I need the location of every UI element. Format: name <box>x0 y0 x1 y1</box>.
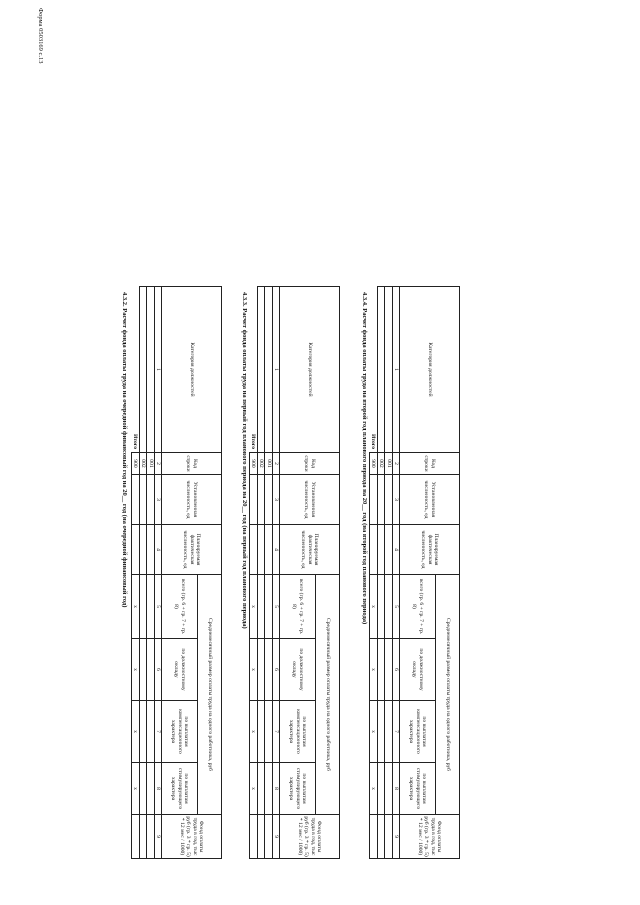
colnum: 4 <box>154 525 161 575</box>
header-stim: по выплатам стимулирующего характера <box>400 763 436 815</box>
row-code: 001 <box>385 453 392 475</box>
x-mark: x <box>249 575 257 639</box>
x-mark: x <box>131 575 139 639</box>
total-label: Итого <box>250 433 257 449</box>
header-fund: Фонд оплаты труда в год, тыс руб (гр. 3 * гр. 5) * 12 мес / 1000) <box>162 815 222 859</box>
header-category: Категория должностей <box>162 287 222 453</box>
cell[interactable] <box>385 475 392 525</box>
cell[interactable] <box>369 525 377 575</box>
cell[interactable] <box>139 575 146 639</box>
header-avg-group: Среднемесячный размер оплаты труда на одного работника, руб <box>316 575 340 815</box>
colnum: 9 <box>154 815 161 859</box>
colnum: 3 <box>154 475 161 525</box>
cell[interactable] <box>265 815 272 859</box>
cell[interactable] <box>265 701 272 763</box>
section-title-1: 4.3.2. Расчет фонда оплаты труда на очередной финансовый год на 20__ год (на очередной финансовый год) <box>121 292 128 608</box>
cell[interactable] <box>265 763 272 815</box>
cell[interactable] <box>257 475 264 525</box>
cell[interactable] <box>369 815 377 859</box>
cell[interactable] <box>131 815 139 859</box>
row-code: 900 <box>131 453 139 475</box>
cell[interactable] <box>147 525 154 575</box>
colnum: 8 <box>392 763 399 815</box>
cell[interactable] <box>249 815 257 859</box>
colnum: 9 <box>272 815 279 859</box>
cell[interactable] <box>147 575 154 639</box>
cell[interactable] <box>249 475 257 525</box>
cell[interactable] <box>369 475 377 525</box>
total-label: Итого <box>132 433 139 449</box>
colnum: 2 <box>392 453 399 475</box>
colnum: 4 <box>272 525 279 575</box>
colnum: 7 <box>392 701 399 763</box>
colnum: 9 <box>392 815 399 859</box>
cell[interactable] <box>139 763 146 815</box>
cell[interactable] <box>377 701 384 763</box>
cell[interactable] <box>377 525 384 575</box>
x-mark: x <box>131 639 139 701</box>
header-salary: по должностному окладу <box>162 639 198 701</box>
cell[interactable] <box>147 475 154 525</box>
cell[interactable] <box>139 475 146 525</box>
cell[interactable] <box>147 815 154 859</box>
header-actual: Планируемая фактическая численность, ед <box>400 525 460 575</box>
cell[interactable] <box>377 575 384 639</box>
section-title-2: 4.3.3. Расчет фонда оплаты труда на первый год планового периода на 20__ год (на первый год планового периода) <box>241 292 248 629</box>
x-mark: x <box>131 763 139 815</box>
header-established: Установленная численность, ед <box>280 475 340 525</box>
cell[interactable] <box>377 763 384 815</box>
header-actual: Планируемая фактическая численность, ед <box>162 525 222 575</box>
cell[interactable] <box>131 525 139 575</box>
header-total: всего (гр. 6 + гр. 7 + гр. 8) <box>280 575 316 639</box>
x-mark: x <box>369 701 377 763</box>
row-code: 002 <box>139 453 146 475</box>
colnum: 5 <box>392 575 399 639</box>
cell[interactable] <box>257 639 264 701</box>
colnum: 6 <box>272 639 279 701</box>
cell[interactable] <box>257 815 264 859</box>
cell[interactable] <box>257 525 264 575</box>
x-mark: x <box>249 763 257 815</box>
cell[interactable] <box>385 575 392 639</box>
cell[interactable] <box>385 287 392 453</box>
header-fund: Фонд оплаты труда в год, тыс руб (гр. 3 * гр. 5) * 12 мес / 1000) <box>400 815 460 859</box>
cell[interactable] <box>147 639 154 701</box>
row-code: 001 <box>265 453 272 475</box>
header-stim: по выплатам стимулирующего характера <box>280 763 316 815</box>
header-code: Код строки <box>400 453 460 475</box>
cell[interactable] <box>385 525 392 575</box>
header-comp: по выплатам компенсационного характера <box>400 701 436 763</box>
colnum: 7 <box>154 701 161 763</box>
cell[interactable] <box>139 701 146 763</box>
section-title-3: 4.3.4. Расчет фонда оплаты труда на второй год планового периода на 20__ год (на второй год планового периода) <box>361 292 368 625</box>
row-code: 900 <box>249 453 257 475</box>
header-category: Категория должностей <box>280 287 340 453</box>
colnum: 3 <box>272 475 279 525</box>
cell[interactable] <box>139 287 146 453</box>
cell[interactable] <box>147 287 154 453</box>
cell[interactable] <box>265 475 272 525</box>
row-code: 900 <box>369 453 377 475</box>
total-label: Итого <box>370 433 377 449</box>
colnum: 3 <box>392 475 399 525</box>
colnum: 8 <box>154 763 161 815</box>
payroll-table-3 <box>369 286 460 859</box>
cell[interactable] <box>377 639 384 701</box>
cell[interactable] <box>139 815 146 859</box>
form-code: Форма 0503169 с.13 <box>37 8 44 64</box>
cell[interactable] <box>257 763 264 815</box>
cell[interactable] <box>257 575 264 639</box>
row-code: 002 <box>257 453 264 475</box>
colnum: 5 <box>272 575 279 639</box>
payroll-table-1 <box>131 286 222 859</box>
x-mark: x <box>249 701 257 763</box>
cell[interactable] <box>249 525 257 575</box>
cell[interactable] <box>131 475 139 525</box>
row-code: 001 <box>147 453 154 475</box>
colnum: 7 <box>272 701 279 763</box>
header-avg-group: Среднемесячный размер оплаты труда на одного работника, руб <box>198 575 222 815</box>
cell[interactable] <box>377 475 384 525</box>
header-established: Установленная численность, ед <box>162 475 222 525</box>
header-actual: Планируемая фактическая численность, ед <box>280 525 340 575</box>
colnum: 8 <box>272 763 279 815</box>
payroll-table-2 <box>249 286 340 859</box>
row-code: 002 <box>377 453 384 475</box>
header-salary: по должностному окладу <box>280 639 316 701</box>
cell[interactable] <box>139 639 146 701</box>
colnum: 6 <box>392 639 399 701</box>
header-total: всего (гр. 6 + гр. 7 + гр. 8) <box>162 575 198 639</box>
cell[interactable] <box>139 525 146 575</box>
header-stim: по выплатам стимулирующего характера <box>162 763 198 815</box>
colnum: 2 <box>272 453 279 475</box>
x-mark: x <box>249 639 257 701</box>
x-mark: x <box>369 763 377 815</box>
header-total: всего (гр. 6 + гр. 7 + гр. 8) <box>400 575 436 639</box>
cell[interactable] <box>147 763 154 815</box>
header-avg-group: Среднемесячный размер оплаты труда на одного работника, руб <box>436 575 460 815</box>
x-mark: x <box>369 575 377 639</box>
cell[interactable] <box>147 701 154 763</box>
cell[interactable] <box>385 763 392 815</box>
cell[interactable] <box>377 815 384 859</box>
cell[interactable] <box>265 639 272 701</box>
colnum: 1 <box>154 287 161 453</box>
header-comp: по выплатам компенсационного характера <box>162 701 198 763</box>
cell[interactable] <box>377 287 384 453</box>
cell[interactable] <box>385 639 392 701</box>
colnum: 2 <box>154 453 161 475</box>
cell[interactable] <box>385 815 392 859</box>
cell[interactable] <box>257 287 264 453</box>
cell[interactable] <box>265 525 272 575</box>
colnum: 6 <box>154 639 161 701</box>
header-fund: Фонд оплаты труда в год, тыс руб (гр. 3 * гр. 5) * 12 мес / 1000) <box>280 815 340 859</box>
colnum: 1 <box>272 287 279 453</box>
colnum: 4 <box>392 525 399 575</box>
x-mark: x <box>131 701 139 763</box>
cell[interactable] <box>385 701 392 763</box>
x-mark: x <box>369 639 377 701</box>
header-code: Код строки <box>280 453 340 475</box>
cell[interactable] <box>265 575 272 639</box>
colnum: 1 <box>392 287 399 453</box>
header-comp: по выплатам компенсационного характера <box>280 701 316 763</box>
header-code: Код строки <box>162 453 222 475</box>
colnum: 5 <box>154 575 161 639</box>
header-salary: по должностному окладу <box>400 639 436 701</box>
cell[interactable] <box>265 287 272 453</box>
cell[interactable] <box>257 701 264 763</box>
header-category: Категория должностей <box>400 287 460 453</box>
header-established: Установленная численность, ед <box>400 475 460 525</box>
